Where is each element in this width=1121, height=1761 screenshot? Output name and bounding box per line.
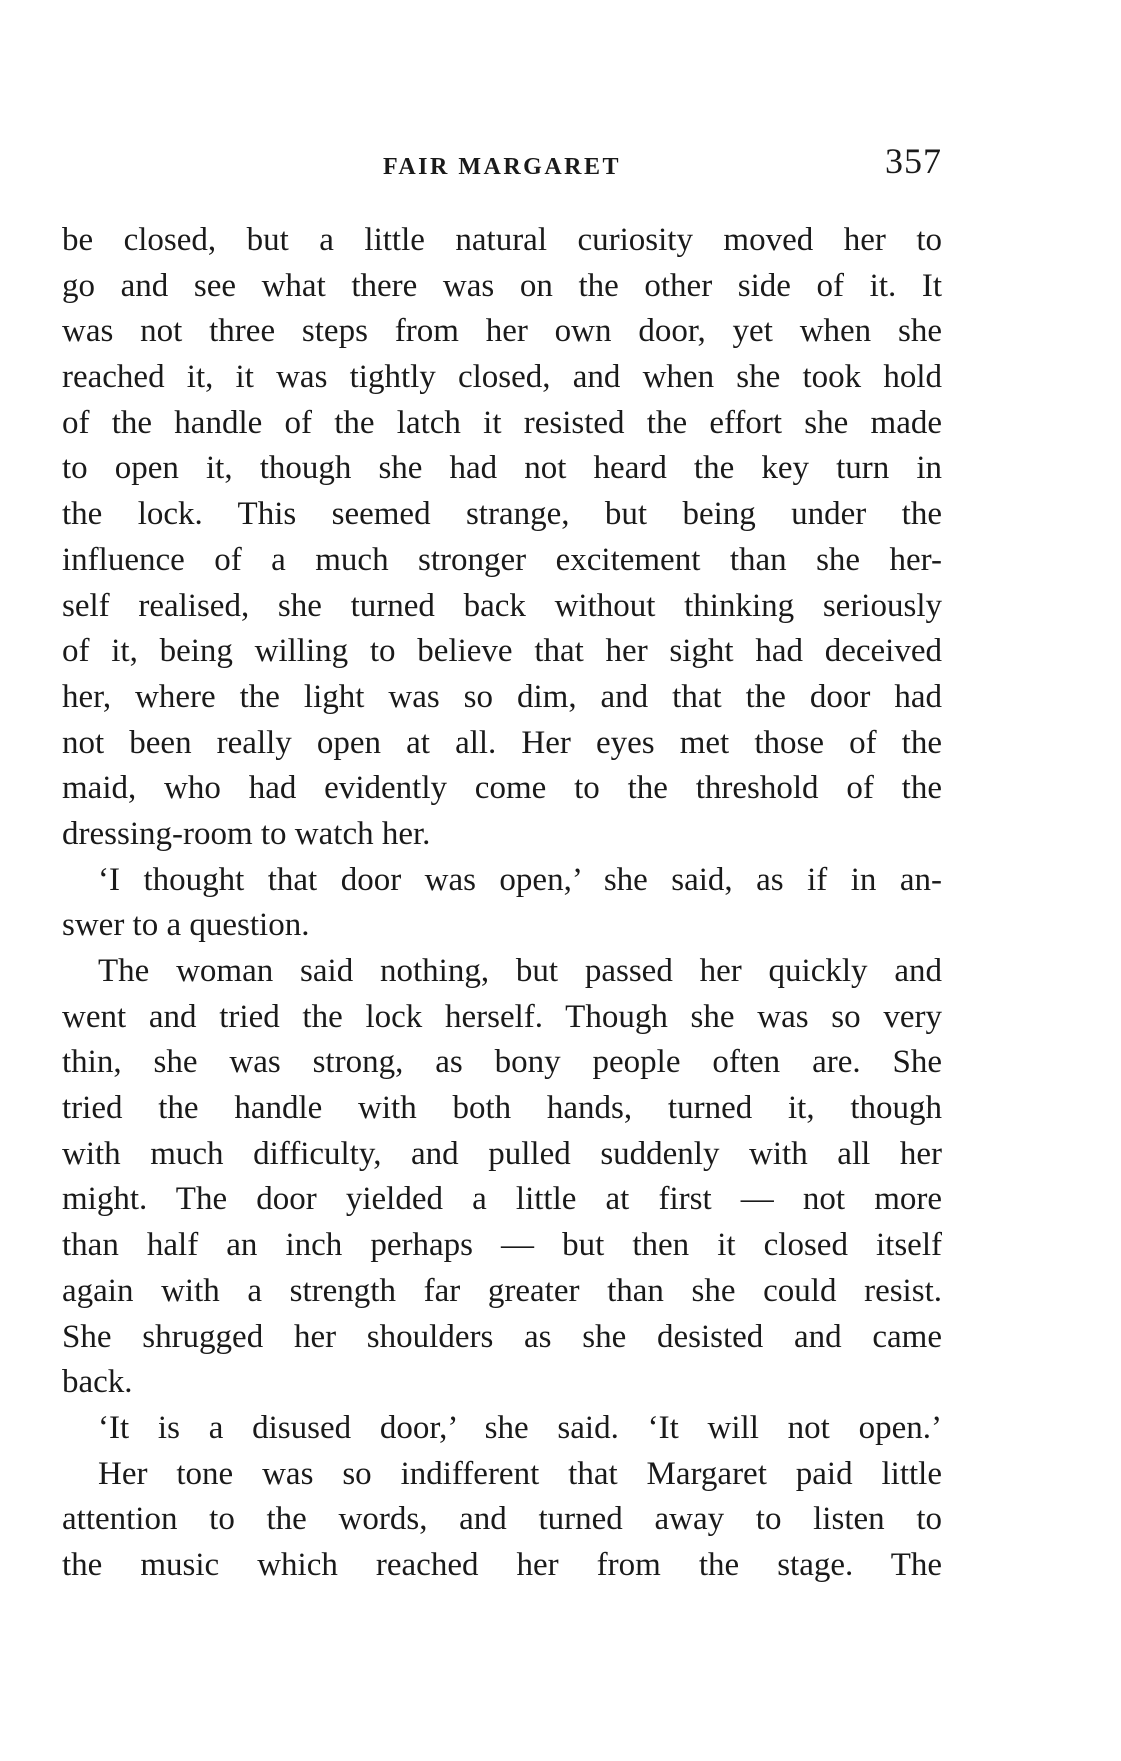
text-line: ‘It is a disused door,’ she said. ‘It will not open.’ <box>98 1409 942 1446</box>
running-title: FAIR MARGARET <box>382 154 622 180</box>
text-line: of it, being willing to believe that her sight had deceived <box>62 633 942 670</box>
text-line: ‘I thought that door was open,’ she said, as if in an- <box>98 861 942 898</box>
text-line: tried the handle with both hands, turned it, though <box>62 1090 942 1127</box>
text-line: dressing-room to watch her. <box>62 815 431 852</box>
text-line: than half an inch perhaps — but then it closed itself <box>62 1227 942 1264</box>
text-line: be closed, but a little natural curiosity moved her to <box>62 222 942 258</box>
running-head <box>62 140 942 190</box>
text-line: thin, she was strong, as bony people often are. She <box>62 1044 942 1081</box>
page-number: 357 <box>885 141 942 181</box>
text-line: the lock. This seemed strange, but being under the <box>62 496 942 533</box>
text-line: The woman said nothing, but passed her quickly and <box>98 953 942 989</box>
text-line: go and see what there was on the other side of it. It <box>62 267 942 304</box>
text-line: of the handle of the latch it resisted the effort she made <box>62 404 942 441</box>
text-line: reached it, it was tightly closed, and when she took hold <box>62 359 942 396</box>
text-line: back. <box>62 1364 133 1401</box>
text-line: went and tried the lock herself. Though she was so very <box>62 998 942 1035</box>
text-line: was not three steps from her own door, yet when she <box>62 313 942 350</box>
text-line: to open it, though she had not heard the key turn in <box>62 450 942 487</box>
text-line: self realised, she turned back without thinking seriously <box>62 587 942 624</box>
text-line: again with a strength far greater than she could resist. <box>62 1272 942 1309</box>
text-line: maid, who had evidently come to the threshold of the <box>62 770 942 807</box>
text-line: Her tone was so indifferent that Margaret paid little <box>98 1455 942 1492</box>
text-line: swer to a question. <box>62 907 310 944</box>
text-line: She shrugged her shoulders as she desisted and came <box>62 1318 942 1355</box>
text-line: with much difficulty, and pulled suddenly with all her <box>62 1135 942 1172</box>
text-line: influence of a much stronger excitement than she her- <box>62 541 942 578</box>
text-line: not been really open at all. Her eyes met those of the <box>62 724 942 761</box>
text-line: the music which reached her from the stage. The <box>62 1546 942 1583</box>
body-text <box>62 218 942 1589</box>
text-line: might. The door yielded a little at first — not more <box>62 1181 942 1218</box>
text-line: attention to the words, and turned away to listen to <box>62 1501 942 1538</box>
text-line: her, where the light was so dim, and that the door had <box>62 678 942 715</box>
